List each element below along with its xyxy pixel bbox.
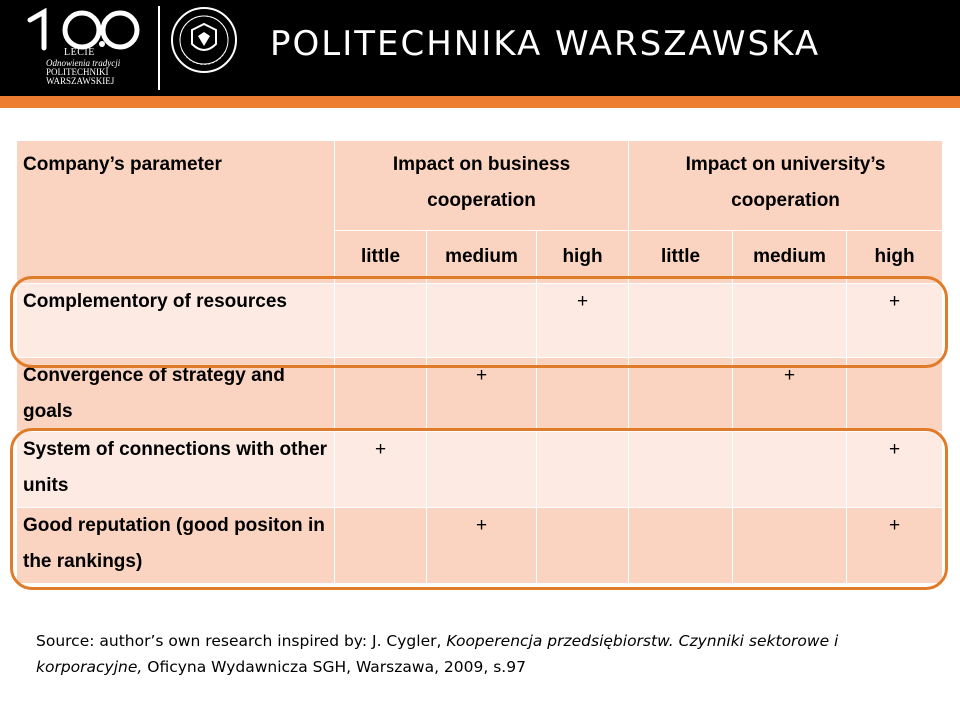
level-header: medium: [733, 231, 847, 284]
logo-line: POLITECHNIKI: [46, 67, 109, 77]
logo-caption: [46, 59, 156, 86]
table-row: [17, 358, 943, 432]
level-header: little: [335, 231, 427, 284]
source-note: [36, 628, 936, 680]
impact-cell: +: [847, 508, 943, 584]
highlight-outline: [10, 428, 948, 590]
anniversary-logo: [24, 8, 150, 92]
source-prefix: Source: author’s own research inspired by: J. Cygler,: [36, 632, 447, 650]
impact-cell: [335, 358, 427, 432]
logo-line: Odnowienia tradycji: [46, 58, 121, 68]
highlight-outline: [10, 276, 948, 368]
impact-cell: +: [537, 284, 629, 358]
impact-cell: [537, 358, 629, 432]
header-university-impact: Impact on university’s cooperation: [629, 141, 943, 231]
impact-cell: [847, 358, 943, 432]
accent-strip: [0, 96, 960, 108]
impact-cell: +: [847, 432, 943, 508]
header-parameter: Company’s parameter: [17, 141, 335, 284]
university-seal: [170, 6, 238, 74]
row-label: Complementory of resources: [17, 284, 335, 358]
level-header: medium: [427, 231, 537, 284]
header-bar: [0, 0, 960, 96]
logo-lecie: LECIE: [64, 47, 95, 58]
brand-title: POLITECHNIKA WARSZAWSKA: [270, 24, 821, 64]
seal-icon: [170, 6, 238, 74]
level-header: high: [847, 231, 943, 284]
impact-cell: [629, 358, 733, 432]
logo-line: WARSZAWSKIEJ: [46, 76, 115, 86]
impact-cell: +: [427, 508, 537, 584]
header-business-impact: Impact on business cooperation: [335, 141, 629, 231]
impact-cell: +: [335, 432, 427, 508]
source-title: Kooperencja przedsiębiorstw. Czynniki sektorowe i korporacyjne,: [36, 632, 839, 676]
header-divider: [158, 6, 160, 90]
row-label: Convergence of strategy and goals: [17, 358, 335, 432]
impact-cell: +: [847, 284, 943, 358]
level-header: high: [537, 231, 629, 284]
level-header: little: [629, 231, 733, 284]
row-label: System of connections with other units: [17, 432, 335, 508]
impact-cell: +: [427, 358, 537, 432]
source-suffix: Oficyna Wydawnicza SGH, Warszawa, 2009, s.97: [142, 658, 526, 676]
impact-cell: +: [733, 358, 847, 432]
row-label: Good reputation (good positon in the rankings): [17, 508, 335, 584]
